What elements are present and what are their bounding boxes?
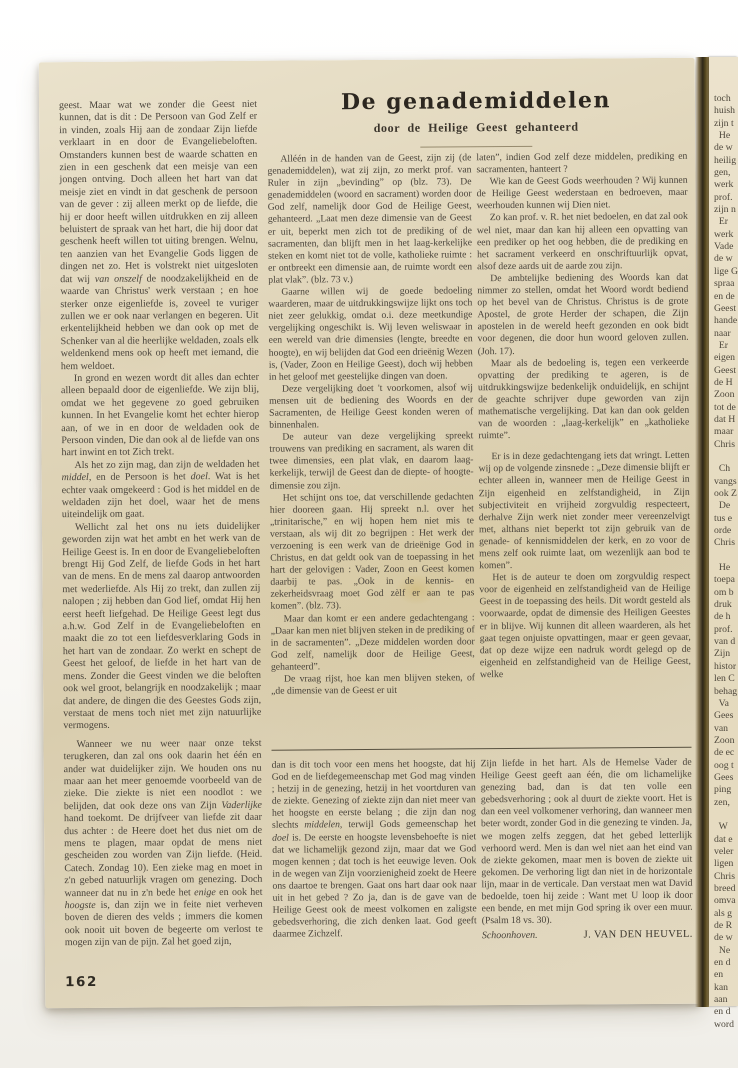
text-fragment-line: word bbox=[714, 1018, 734, 1030]
text-fragment-line: dat e bbox=[714, 833, 733, 845]
text-fragment-line: vangs bbox=[714, 475, 737, 487]
paragraph: De auteur van deze vergelijking spreekt trouwens van prediking en sacrament, als waren dit twee dimensies, een plat vlak, en daarom laag-kerkelijk, terwijl de Geest dan de diepte- of hoogte-dimensie zou zijn. bbox=[269, 430, 474, 492]
text-fragment-line: en de bbox=[714, 290, 735, 302]
text-fragment-line: Chris bbox=[714, 438, 735, 450]
text-fragment-line: toch bbox=[714, 93, 731, 104]
text-fragment-line: histor bbox=[714, 660, 737, 672]
text-fragment-line bbox=[714, 550, 738, 562]
text-fragment-line: veler bbox=[714, 845, 734, 857]
text-fragment-line: oog t bbox=[714, 759, 734, 771]
text-fragment-line: tot de bbox=[714, 401, 736, 413]
text-fragment-line: Gees bbox=[714, 710, 734, 722]
left-column bbox=[59, 99, 263, 972]
right-column-bottom bbox=[481, 757, 694, 1004]
text-fragment-line bbox=[714, 451, 738, 463]
text-fragment-line: zijn t bbox=[714, 117, 734, 129]
text-fragment-line: len C bbox=[714, 673, 735, 685]
text-fragment-line: breed bbox=[714, 883, 736, 894]
text-fragment-line: Gees bbox=[714, 771, 734, 783]
text-fragment-line: Er bbox=[714, 216, 728, 228]
text-fragment-line: de w bbox=[714, 142, 733, 154]
text-fragment-line: aan bbox=[714, 994, 728, 1006]
paragraph: Het is de auteur te doen om zorgvuldig respect voor de eigenheid en zelfstandigheid van de Heilige Geest in de toepassing des heils. Dit wordt gesteld als voorwaarde, opdat de dimensie des Heiligen Geestes er in blijve. Wij kunnen dit alleen waarderen, als het gaat tegen onjuiste opvattingen, maar er geen gevaar, dat op deze wijze een nadruk wordt gelegd op de eigenheid en zelfstandigheid van de Heilige Geest, welke bbox=[479, 570, 691, 681]
text-fragment-line: naar bbox=[714, 327, 731, 339]
text-fragment-line: de w bbox=[714, 253, 733, 265]
text-fragment-line: behag bbox=[714, 685, 738, 697]
paragraph: laten”, indien God zelf deze middelen, prediking en sacramenten, hanteert ? bbox=[476, 150, 688, 176]
paragraph: Gaarne willen wij de goede bedoeling waarderen, maar de uitdrukkingswijze lijkt ons toch niet zeer gelukkig, omdat o.i. deze meetkundige vergelijking ongeschikt is. Wij leven weliswaar in een wereld van drie dimensies (lengte, breedte en hoogte), en wij belijden dat God een drieënig Wezen is, (Vader, Zoon en Heilige Geest), doch wij hebben in het geloof met geestelijke dingen van doen. bbox=[268, 285, 473, 383]
text-fragment-line: ligen bbox=[714, 858, 734, 870]
text-fragment-line: Vade bbox=[714, 241, 734, 253]
paragraph: Wie kan de Geest Gods weerhouden ? Wij kunnen de Heilige Geest wederstaan en bedroeven, maar weerhouden kunnen wij Dien niet. bbox=[476, 174, 688, 212]
text-fragment-line: hande bbox=[714, 315, 738, 327]
text-fragment-line: huish bbox=[714, 105, 735, 117]
paragraph: Zo kan prof. v. R. het niet bedoelen, en dat zal ook wel niet, maar dan kan hij alleen een opvatting van een prediker op het oog hebben, die de prediking en het sacrament verkeerd en onschriftuurlijk opvat, alsof deze aards uit de aarde zou zijn. bbox=[476, 211, 689, 273]
text-fragment-line: de ec bbox=[714, 747, 735, 759]
text-fragment-line: Geest bbox=[714, 364, 737, 376]
paragraph: geest. Maar wat we zonder die Geest niet kunnen, dat is dit : De Persoon van God Zelf er in vinden, zoals Hij aan de zondaar Zijn liefde verklaart in en door de Evangeliebeloften. Omstanders kunnen best de waarde schatten en zien in een geschenk dat een meisje van een jongen ontving. Doch alleen het hart van dat meisje ziet en vindt in dat geschenk de persoon van de gever : zij alleen merkt op de liefde, die hij er door heeft willen uitdrukken en zij alleen beluistert de spraak van het hart, die hij door dat geschenk heeft willen tot uiting brengen. Welnu, ten aanzien van het Evangelie Gods liggen de dingen net zo. Het is volstrekt niet uitgesloten dat wij van onszelf de noodzakelijkheid en de waarde van Christus' werk verstaan ; en hoe sterker onze eigenliefde is, zoveel te vuriger zullen we er ook naar verlangen en begeren. Uit erkentelijkheid hebben we dan ook op met de Schenker van al die heerlijke weldaden, zoals elk weldenkend mens ook op heeft met iemand, die hem weldoet. bbox=[58, 98, 259, 372]
text-fragment-line: W bbox=[714, 821, 728, 833]
text-fragment-line: orde bbox=[714, 525, 732, 537]
text-fragment-line: Chris bbox=[714, 870, 735, 882]
text-fragment-line: Chris bbox=[714, 537, 735, 549]
page-number: 162 bbox=[65, 973, 98, 991]
paragraph: Alléén in de handen van de Geest, zijn zij (de genademiddelen), wat zij zijn, zo merkt prof. van Ruler in zijn „bevinding” op (blz. 73). De genademiddelen (woord en sacrament) worden door God zelf, namelijk door God de Heilige Geest, gehanteerd. „Laat men deze dimensie van de Geest er uit, beperkt men zich tot de prediking of de sacramenten, dan blijft men in het laag-kerkelijke steken en komt niet tot de volle, katholieke ruimte : er ontbreekt een dimensie aan, de ruimte wordt een plat vlak”. (blz. 73 v.) bbox=[267, 152, 473, 286]
text-fragment-line: Va bbox=[714, 697, 729, 709]
binding-shadow bbox=[695, 57, 709, 1007]
paragraph: In grond en wezen wordt dit alles dan echter alleen bepaald door de eigenliefde. We zijn blij, omdat we het gegevene zo goed gebruiken kunnen. In het Evangelie komt het echter hierop aan, of we in en door de weldaden ook de Persoon vinden, Die dan ook al de liefde van ons hart inwint en tot Zich trekt. bbox=[60, 371, 260, 459]
middle-column-bottom bbox=[272, 758, 478, 1005]
text-fragment-line: maar bbox=[714, 426, 734, 438]
middle-column-top bbox=[267, 152, 475, 751]
next-page-edge bbox=[709, 57, 738, 1030]
text-fragment-line: om b bbox=[714, 586, 734, 598]
paragraph: Wellicht zal het ons nu iets duidelijker geworden zijn wat het ambt en het werk van de Heilige Geest is. In en door de Evangeliebeloften brengt Hij God Zelf, de liefde Gods in het hart van de mens. En de mens zal daarop antwoorden met wederliefde. Als Hij zo trekt, dan zullen zij nalopen ; zij hebben dan God lief, omdat Hij hen eerst heeft liefgehad. De Heilige Geest legt dus a.h.w. God Zelf in de Evangeliebeloften en maakt die zo tot een liefdesverklaring Gods in het hart van de zondaar. Zo werkt en schept de Geest het geloof, de liefde in het hart van de mens. Zonder die Geest vinden we die beloften ook wel groot, belangrijk en noodzakelijk ; maar dat andere, de dingen die des Geestes Gods zijn, verstaat de mens toch niet met zijn natuurlijke vermogens. bbox=[62, 520, 262, 732]
paragraph: dan is dit toch voor een mens het hoogste, dat hij God en de liefdegemeenschap met God mag vinden ; hetzij in de genezing, hetzij in het voortduren van de ziekte. Genezing of ziekte zijn dan niet meer van het hoogste en eerste belang ; die zijn dan nog slechts middelen, terwijl Gods gemeenschap het doel is. De eerste en hoogste levensbehoefte is niet dat we lichamelijk gezond zijn, maar dat we God mogen kennen ; dat toch is het eeuwige leven. Ook in de wegen van Zijn voorzienigheid zoekt de Heere ons daartoe te brengen. Gaat ons hart daar ook naar uit in het gebed ? Zo ja, dan is de gave van de Heilige Geest ook de meest volkomen en zaligste gebedsverhoring, die zich denken laat. God geeft daarmee Zichzelf. bbox=[271, 758, 477, 941]
text-fragment-line: Zoon bbox=[714, 389, 735, 401]
text-fragment-line: de H bbox=[714, 376, 733, 388]
text-fragment-line: en bbox=[714, 969, 724, 981]
signature-author: J. VAN DEN HEUVEL. bbox=[583, 929, 693, 941]
text-fragment-line: prof. bbox=[714, 191, 733, 203]
text-fragment-line: ook Z bbox=[714, 488, 737, 499]
article-subtitle: door de Heilige Geest gehanteerd bbox=[373, 119, 579, 135]
paragraph: De vraag rijst, hoe kan men blijven steken, of „de dimensie van de Geest er uit bbox=[271, 672, 476, 697]
text-fragment-line: tus e bbox=[714, 512, 733, 524]
text-fragment-line: He bbox=[714, 130, 731, 142]
text-fragment-line: dat H bbox=[714, 413, 736, 425]
text-fragment-line: Zijn bbox=[714, 648, 731, 660]
paragraph: Wanneer we nu weer naar onze tekst terugkeren, dan zal ons ook daarin het één en ander wat duidelijker zijn. We houden ons nu maar aan het meer genoemde voorbeeld van de zieke. Die ziekte is niet een noodlot : we belijden, dat ook deze ons van Zijn Vaderlijke hand toekomt. De drijfveer van liefde zit daar dus achter : de Heere doet het dus niet om de mens te plagen, maar opdat de mens niet gescheiden zou worden van Zijn liefde. (Heid. Catech. Zondag 10). Een zieke mag en moet in z'n gebed natuurlijk vragen om genezing. Doch wanneer dat nu in z'n bede het enige en ook het hoogste is, dan zijn we in feite niet verheven boven de dieren des velds ; immers die komen ook nooit uit boven de begeerte om verlost te mogen zijn van de pijn. Zal het goed zijn, bbox=[63, 737, 263, 949]
article-title: De genademiddelen bbox=[340, 87, 612, 116]
text-fragment-line: prof. bbox=[714, 623, 733, 635]
text-fragment-line: werk bbox=[714, 179, 734, 191]
text-fragment-line: de w bbox=[714, 932, 733, 944]
text-fragment-line: Ch bbox=[714, 463, 731, 475]
text-fragment-line: Er bbox=[714, 339, 728, 351]
text-fragment-line: van d bbox=[714, 636, 736, 648]
paragraph: Maar dan komt er een andere gedachtengang : „Daar kan men niet blijven steken in de prediking of in de sacramenten”. „Deze middelen worden door God zelf, namelijk door de Heilige Geest, gehanteerd”. bbox=[270, 611, 475, 673]
text-fragment-line: toepa bbox=[714, 574, 735, 586]
article-header bbox=[265, 88, 687, 149]
paragraph: Er is in deze gedachtengang iets dat wringt. Letten wij op de volgende zinsnede : „Deze dimensie blijft er echter alleen in, wanneer men de Heilige Geest in Zijn eigenheid en zelfstandigheid, in Zijn subjectiviteit en vrijheid zorgvuldig respecteert, derhalve Zijn werk niet zonder meer vereenzelvigt met, althans niet beperkt tot zijn gebruik van de genade- of kennismiddelen der kerk, en zo voor de mens zelf ook ruimte laat, om wezenlijk aan bod te komen”. bbox=[478, 450, 691, 572]
text-fragment-line: lige G bbox=[714, 265, 738, 277]
magazine-page bbox=[39, 58, 702, 1009]
text-fragment-line: Ne bbox=[714, 944, 731, 956]
header-rule bbox=[420, 146, 532, 148]
text-fragment-line: ping bbox=[714, 784, 732, 796]
text-fragment-line: omva bbox=[714, 895, 736, 907]
text-fragment-line: en d bbox=[714, 957, 731, 969]
text-fragment-line: de R bbox=[714, 920, 733, 932]
text-fragment-line: eigen bbox=[714, 352, 735, 364]
text-fragment-line: Zoon bbox=[714, 734, 735, 746]
signature-place: Schoonhoven. bbox=[481, 930, 538, 942]
text-fragment-line: werk bbox=[714, 228, 734, 240]
text-fragment-line: als g bbox=[714, 907, 733, 919]
text-fragment-line: en d bbox=[714, 1006, 731, 1018]
text-fragment-line: De bbox=[714, 500, 731, 512]
right-column-top bbox=[476, 151, 691, 750]
signature-line bbox=[482, 929, 693, 943]
paragraph: Maar als de bedoeling is, tegen een verkeerde opvatting der prediking te ageren, is de uitdrukkingswijze bedenkelijk onduidelijk, en schijnt de geachte schrijver dupe geworden van zijn mathematische vergelijking. Dat kan dan ook gelden van de woorden : „laag-kerkelijk” en „katholieke ruimte”. bbox=[477, 356, 690, 442]
paragraph: De ambtelijke bediening des Woords kan dat nimmer zo stellen, omdat het Woord wordt bediend op het bevel van de Christus. Christus is de grote Apostel, de grote Herder der schapen, die Zijn apostelen in de wereld heeft gezonden en ook bidt voor degenen, die door hun woord geloven zullen. (Joh. 17). bbox=[477, 271, 689, 357]
text-fragment-line: de h bbox=[714, 611, 731, 623]
paragraph: Zijn liefde in het hart. Als de Hemelse Vader de Heilige Geest geeft aan één, die om lichamelijke genezing bad, dan is dat ten volle een gebedsverhoring ; ook al duurt de ziekte voort. Het is dan een veel volkomener verhoring, dan wanneer men beter wordt, zonder God in die genezing te vinden. Ja, we mogen zelfs zeggen, dat het gebed letterlijk verhoord werd. Men is dan wel niet aan het eind van de ziekte gekomen, maar men is boven de ziekte uit gekomen. De verhoring ligt dan niet in de horizontale lijn, maar in de verticale. Dan verstaat men wat David bedoelde, toen hij zeide : Want met U loop ik door een bende, en met mijn God spring ik over een muur. (Psalm 18 vs. 30). bbox=[480, 756, 693, 927]
text-fragment-line: heilig bbox=[714, 154, 737, 166]
text-fragment-line: zen, bbox=[714, 796, 730, 808]
text-fragment-line: He bbox=[714, 562, 731, 574]
text-fragment-line: gen, bbox=[714, 167, 731, 179]
text-fragment-line: druk bbox=[714, 599, 732, 611]
text-fragment-line: spraa bbox=[714, 278, 735, 290]
paragraph: Het schijnt ons toe, dat verschillende gedachten hier dooreen gaan. Hij spreekt n.l. over het „trinitarische,” en wij hopen hem niet mis te verstaan, als wij dit zo begrijpen : Het werk der verzoening is een werk van de drieënige God in Christus, en dat geldt ook van de toepassing in het hart der gelovigen : Vader, Zoon en Geest komen daarbij te pas. „Ook in de kennis- en zekerheidsvraag moet God zèlf er aan te pas komen”. (blz. 73). bbox=[269, 490, 475, 613]
paragraph: Als het zo zijn mag, dan zijn de weldaden het middel, en de Persoon is het doel. Wat is het echter vaak omgekeerd : God is het middel en de weldaden zijn het doel, waar het de mens uiteindelijk om gaat. bbox=[61, 458, 260, 521]
text-fragment-line bbox=[714, 809, 738, 821]
text-fragment-line: zijn n bbox=[714, 204, 736, 216]
text-fragment-line: van bbox=[714, 722, 728, 734]
text-fragment-line: kan bbox=[714, 981, 728, 993]
text-fragment-line: Geest bbox=[714, 302, 737, 314]
paragraph: Deze vergelijking doet 't voorkomen, alsof wij mensen uit de bediening des Woords en der Sacramenten, de Heilige Geest konden weren of binnenhalen. bbox=[269, 382, 474, 431]
